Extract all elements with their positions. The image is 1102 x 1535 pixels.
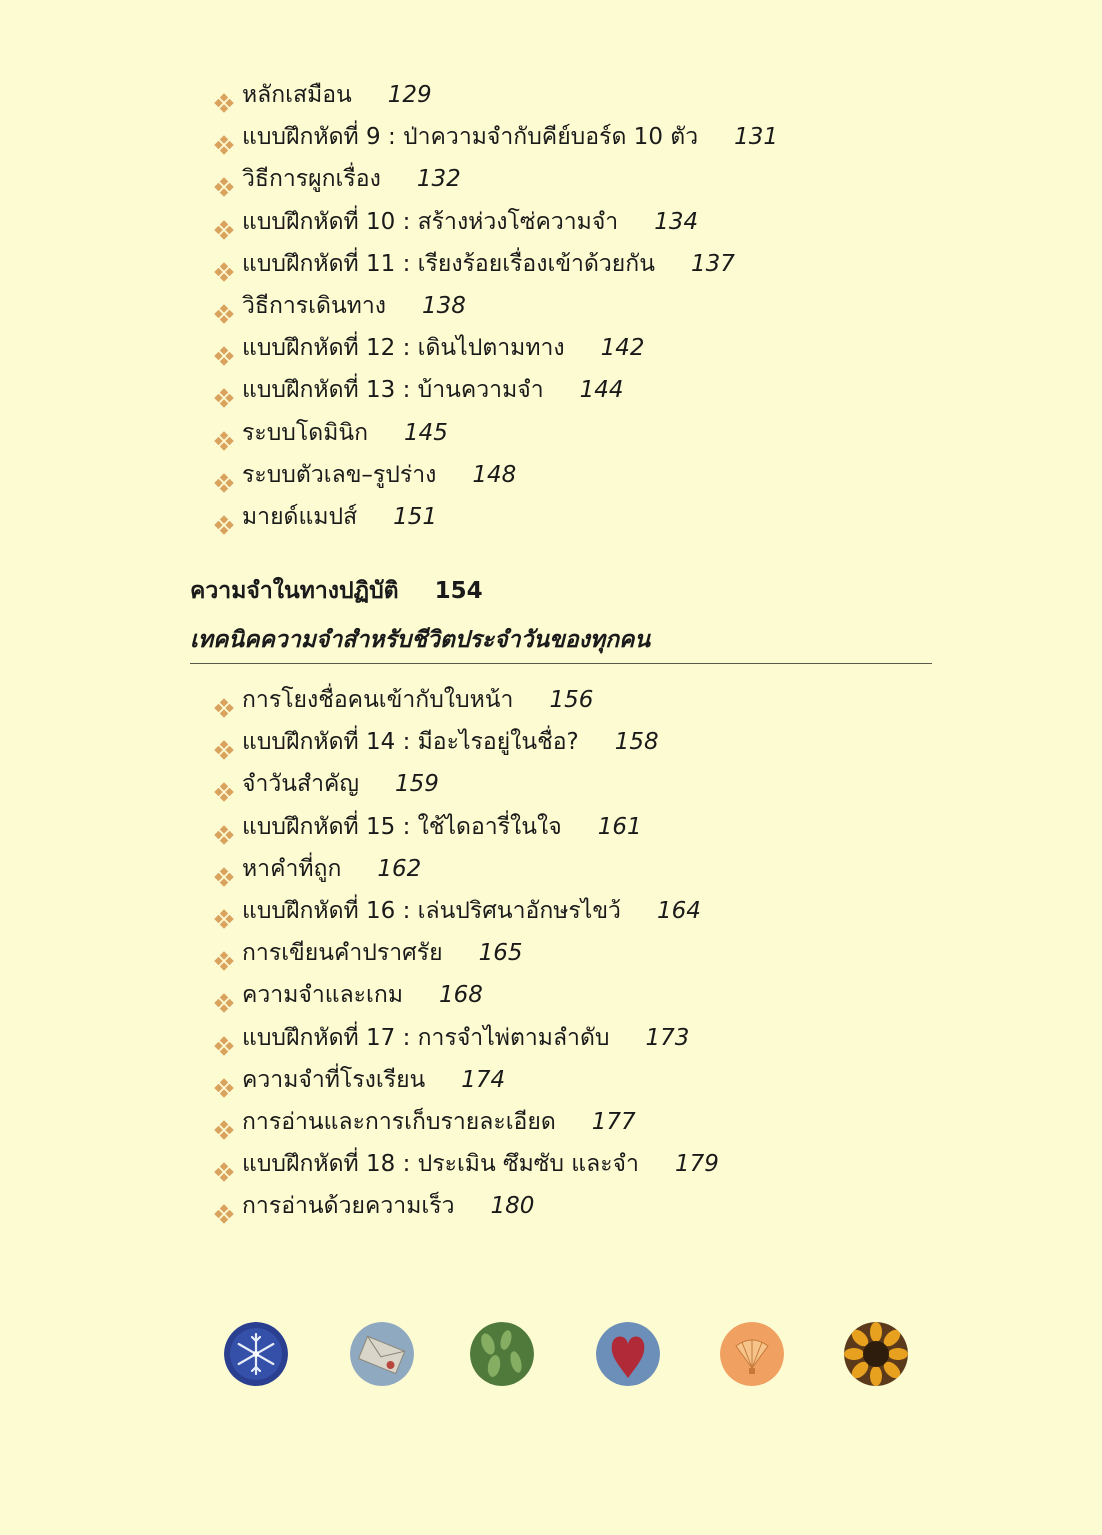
- diamond-bullet-icon: [214, 127, 234, 147]
- toc-entry: [214, 243, 778, 285]
- toc-entry-title: การอ่านด้วยความเร็ว: [242, 1193, 455, 1220]
- diamond-bullet-icon: [214, 507, 234, 527]
- diamond-bullet-icon: [214, 296, 234, 316]
- diamond-bullet-icon: [214, 338, 234, 358]
- diamond-bullet-icon: [214, 1112, 234, 1132]
- toc-entry-title: หลักเสมือน: [242, 82, 352, 108]
- toc-entry-page: 159: [394, 771, 439, 798]
- toc-entry-title: วิธีการผูกเรื่อง: [242, 166, 381, 193]
- toc-entry: [214, 890, 719, 932]
- diamond-bullet-icon: [214, 690, 234, 710]
- diamond-bullet-icon: [214, 943, 234, 963]
- toc-entry-title: การเขียนคำปราศรัย: [242, 940, 443, 967]
- toc-entry: [214, 806, 719, 848]
- toc-entry-page: 156: [549, 687, 594, 713]
- section-heading: [190, 573, 483, 609]
- toc-entry: [214, 201, 778, 243]
- toc-entry-page: 168: [439, 982, 483, 1009]
- toc-entry: [214, 1143, 719, 1185]
- toc-entry-title: แบบฝึกหัดที่ 9 : ป่าความจำกับคีย์บอร์ด 10 ตัว: [242, 124, 699, 151]
- toc-entry-page: 131: [734, 124, 779, 151]
- toc-entry-title: การอ่านและการเก็บรายละเอียด: [242, 1108, 556, 1135]
- toc-entry: [214, 974, 719, 1016]
- cactus-icon: [470, 1322, 534, 1386]
- diamond-bullet-icon: [214, 423, 234, 443]
- toc-entry-page: 174: [461, 1066, 506, 1093]
- toc-entry: [214, 763, 719, 805]
- toc-entry-title: แบบฝึกหัดที่ 13 : บ้านความจำ: [242, 377, 544, 404]
- toc-entry: [214, 369, 778, 411]
- toc-entry-title: แบบฝึกหัดที่ 16 : เล่นปริศนาอักษรไขว้: [242, 897, 621, 924]
- toc-entry-page: 158: [614, 729, 659, 756]
- toc-entry-title: มายด์แมปส์: [242, 503, 358, 530]
- diamond-bullet-icon: [214, 380, 234, 400]
- toc-entry-title: ระบบโดมินิก: [242, 419, 369, 446]
- toc-entry-title: แบบฝึกหัดที่ 12 : เดินไปตามทาง: [242, 335, 565, 362]
- envelope-icon: [350, 1322, 414, 1386]
- toc-entry: [214, 1185, 719, 1227]
- toc-entry: [214, 158, 778, 200]
- toc-entry: [214, 74, 778, 116]
- diamond-bullet-icon: [214, 1154, 234, 1174]
- toc-entry-title: แบบฝึกหัดที่ 18 : ประเมิน ซึมซับ และจำ: [242, 1151, 639, 1178]
- section-divider: [190, 663, 932, 664]
- toc-entry-page: 129: [387, 82, 432, 108]
- sunflower-icon: [844, 1322, 908, 1386]
- snowflake-icon: [224, 1322, 288, 1386]
- toc-entry-page: 137: [690, 250, 735, 277]
- toc-entry-page: 142: [600, 335, 645, 362]
- toc-entry: [214, 1017, 719, 1059]
- toc-list-1: [214, 74, 778, 538]
- toc-entry: [214, 1101, 719, 1143]
- toc-entry-title: ความจำที่โรงเรียน: [242, 1066, 426, 1093]
- toc-entry: [214, 412, 778, 454]
- toc-entry-title: ความจำและเกม: [242, 982, 403, 1009]
- diamond-bullet-icon: [214, 732, 234, 752]
- toc-entry-page: 162: [377, 855, 422, 882]
- toc-entry: [214, 932, 719, 974]
- toc-entry-page: 161: [597, 813, 642, 840]
- toc-entry: [214, 116, 778, 158]
- footer-icon-row: [224, 1322, 908, 1386]
- heart-icon: [596, 1322, 660, 1386]
- toc-entry-title: ระบบตัวเลข–รูปร่าง: [242, 461, 437, 488]
- toc-entry-page: 177: [591, 1108, 636, 1135]
- toc-entry: [214, 327, 778, 369]
- diamond-bullet-icon: [214, 1028, 234, 1048]
- toc-entry-page: 165: [478, 940, 523, 967]
- toc-entry-title: แบบฝึกหัดที่ 14 : มีอะไรอยู่ในชื่อ?: [242, 729, 579, 756]
- toc-entry-page: 132: [416, 166, 461, 193]
- diamond-bullet-icon: [214, 212, 234, 232]
- toc-entry-title: แบบฝึกหัดที่ 11 : เรียงร้อยเรื่องเข้าด้วยกัน: [242, 250, 655, 277]
- diamond-bullet-icon: [214, 85, 234, 105]
- toc-entry-page: 144: [579, 377, 624, 404]
- toc-entry-page: 134: [654, 208, 699, 235]
- diamond-bullet-icon: [214, 1070, 234, 1090]
- diamond-bullet-icon: [214, 817, 234, 837]
- toc-entry-title: แบบฝึกหัดที่ 15 : ใช้ไดอารี่ในใจ: [242, 813, 562, 840]
- section-page-number: 154: [434, 578, 483, 604]
- toc-entry: [214, 496, 778, 538]
- diamond-bullet-icon: [214, 169, 234, 189]
- toc-entry-page: 151: [393, 503, 438, 530]
- section-subtitle: เทคนิคความจำสำหรับชีวิตประจำวันของทุกคน: [190, 627, 651, 653]
- toc-entry: [214, 679, 719, 721]
- diamond-bullet-icon: [214, 985, 234, 1005]
- toc-entry-page: 164: [656, 897, 701, 924]
- diamond-bullet-icon: [214, 901, 234, 921]
- toc-entry-page: 173: [645, 1024, 690, 1051]
- toc-entry-page: 148: [472, 461, 517, 488]
- diamond-bullet-icon: [214, 465, 234, 485]
- toc-entry-page: 180: [490, 1193, 535, 1220]
- toc-entry-page: 179: [674, 1151, 719, 1178]
- toc-entry-title: แบบฝึกหัดที่ 17 : การจำไพ่ตามลำดับ: [242, 1024, 610, 1051]
- diamond-bullet-icon: [214, 254, 234, 274]
- toc-list-2: [214, 679, 719, 1227]
- toc-entry: [214, 454, 778, 496]
- diamond-bullet-icon: [214, 859, 234, 879]
- diamond-bullet-icon: [214, 1196, 234, 1216]
- toc-entry-page: 138: [421, 292, 466, 319]
- toc-entry-title: การโยงชื่อคนเข้ากับใบหน้า: [242, 687, 514, 713]
- toc-entry: [214, 721, 719, 763]
- section-title: ความจำในทางปฏิบัติ: [190, 578, 399, 604]
- toc-entry-title: วิธีการเดินทาง: [242, 292, 386, 319]
- toc-entry-page: 145: [404, 419, 448, 446]
- toc-entry-title: แบบฝึกหัดที่ 10 : สร้างห่วงโซ่ความจำ: [242, 208, 619, 235]
- diamond-bullet-icon: [214, 774, 234, 794]
- shell-icon: [720, 1322, 784, 1386]
- toc-entry-title: หาคำที่ถูก: [242, 855, 342, 882]
- toc-entry: [214, 285, 778, 327]
- toc-entry-title: จำวันสำคัญ: [242, 771, 359, 798]
- toc-entry: [214, 1059, 719, 1101]
- toc-entry: [214, 848, 719, 890]
